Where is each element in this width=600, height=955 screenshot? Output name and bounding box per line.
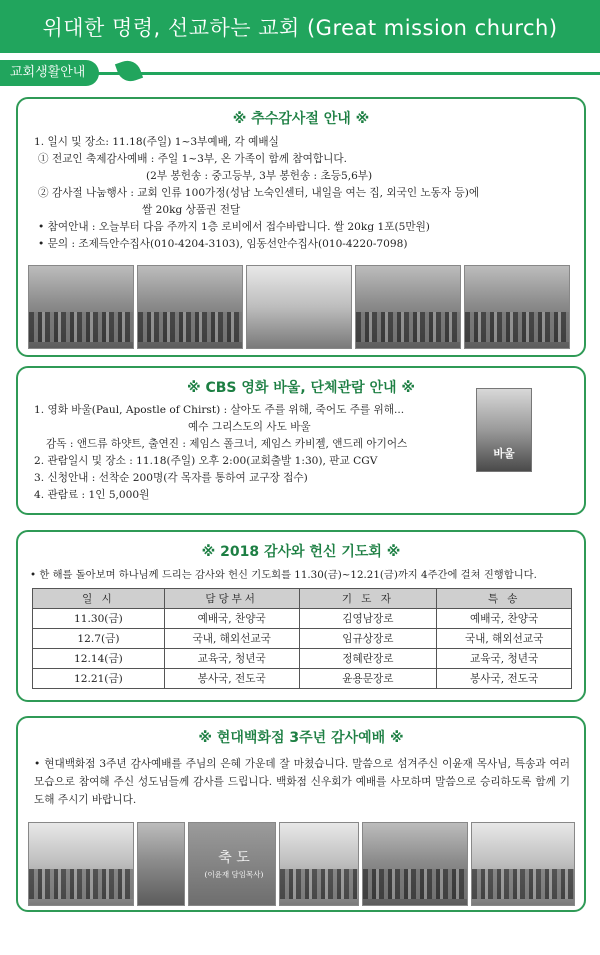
photo-group — [471, 822, 575, 906]
table-cell: 정혜란장로 — [299, 649, 437, 669]
thanksgiving-notice — [16, 97, 586, 357]
thanksgiving-line: • 참여안내 : 오늘부터 다음 주까지 1층 로비에서 접수바랍니다. 쌀 20kg 1포(5만원) — [38, 221, 430, 233]
thanksgiving-body — [18, 134, 584, 253]
photo-cellist — [137, 822, 185, 906]
table-cell: 예배국, 찬양국 — [437, 609, 572, 629]
table-cell: 예배국, 찬양국 — [164, 609, 299, 629]
thanksgiving-title: ※ 추수감사절 안내 ※ — [232, 111, 370, 127]
thanksgiving-line: ① 전교인 축제감사예배 : 주일 1~3부, 온 가족이 함께 참여합니다. — [38, 153, 347, 165]
sign-subtext: (이윤재 담임목사) — [204, 870, 264, 879]
section-tag-row — [0, 56, 600, 86]
photo-congregation — [464, 265, 570, 349]
cbs-title: ※ CBS 영화 바울, 단체관람 안내 ※ — [186, 380, 416, 396]
cbs-line: 2. 관람일시 및 장소 : 11.18(주일) 오후 2:00(교회출발 1:30), 판교 CGV — [34, 455, 378, 467]
table-cell: 봉사국, 전도국 — [164, 669, 299, 689]
column-header: 일 시 — [33, 589, 165, 609]
photo-worship-hall — [28, 822, 134, 906]
prayer-intro: • 한 해를 돌아보며 하나님께 드리는 감사와 헌신 기도회를 11.30(금)~12.21(금)까지 4주간에 걸쳐 진행합니다. — [30, 569, 537, 581]
photo-benediction-sign — [188, 822, 276, 906]
table-row — [33, 609, 572, 629]
table-row — [33, 649, 572, 669]
hyundai-worship-notice — [16, 716, 586, 912]
table-cell: 교육국, 청년국 — [164, 649, 299, 669]
table-cell: 12.7(금) — [33, 629, 165, 649]
photo-pastor — [246, 265, 352, 349]
thanksgiving-line: 쌀 20kg 상품권 전달 — [142, 204, 241, 216]
cbs-line: 1. 영화 바울(Paul, Apostle of Chirst) : 살아도 주를 위해, 죽어도 주를 위해... — [34, 404, 405, 416]
table-cell: 봉사국, 전도국 — [437, 669, 572, 689]
prayer-meeting-notice — [16, 530, 586, 702]
section-tag: 교회생활안내 — [0, 60, 99, 86]
table-cell: 임규상장로 — [299, 629, 437, 649]
thanksgiving-line: 1. 일시 및 장소: 11.18(주일) 1~3부예배, 각 예배실 — [34, 136, 279, 148]
thanksgiving-line: ② 감사절 나눔행사 : 교회 인류 100가정(성남 노숙인센터, 내일을 여는 집, 외국인 노동자 등)에 — [38, 187, 480, 199]
leaf-icon — [115, 57, 143, 85]
photo-children-stage — [355, 265, 461, 349]
table-cell: 국내, 해외선교국 — [164, 629, 299, 649]
prayer-title: ※ 2018 감사와 헌신 기도회 ※ — [201, 544, 401, 560]
hyundai-body: • 현대백화점 3주년 감사예배를 주님의 은혜 가운데 잘 마쳤습니다. 말씀으로 섬겨주신 이윤재 목사님, 특송과 여러 모습으로 참여해 주신 성도님들께 감사를 드립니다. 백화점 신우회가 예배를 사모하며 말씀으로 승리하도록 함께 기도해 주시기 바랍니다. — [34, 758, 570, 806]
cbs-line: 예수 그리스도의 사도 바울 — [188, 421, 311, 433]
table-cell: 김영남장로 — [299, 609, 437, 629]
prayer-schedule-table — [32, 588, 572, 689]
table-cell: 교육국, 청년국 — [437, 649, 572, 669]
photo-choir — [28, 265, 134, 349]
page-header — [0, 0, 600, 53]
table-cell: 윤용문장로 — [299, 669, 437, 689]
photo-audience — [279, 822, 359, 906]
table-row — [33, 669, 572, 689]
table-header-row — [33, 589, 572, 609]
column-header: 기 도 자 — [299, 589, 437, 609]
sign-text: 축 도 — [218, 850, 250, 866]
poster-title: 바울 — [493, 447, 515, 460]
cbs-line: 3. 신청안내 : 선착순 200명(각 목자를 통하여 교구장 접수) — [34, 472, 308, 484]
column-header: 특 송 — [437, 589, 572, 609]
photo-children — [137, 265, 243, 349]
cbs-movie-notice — [16, 366, 586, 515]
cbs-line: 감독 : 앤드류 하얏트, 출연진 : 제임스 폴크너, 제임스 카비젤, 앤드레 아기어스 — [46, 438, 408, 450]
table-cell: 11.30(금) — [33, 609, 165, 629]
hyundai-title: ※ 현대백화점 3주년 감사예배 ※ — [198, 730, 404, 746]
thanksgiving-photos — [28, 265, 570, 349]
hyundai-photos — [28, 822, 575, 906]
column-header: 담당부서 — [164, 589, 299, 609]
movie-poster — [476, 388, 532, 472]
cbs-line: 4. 관람료 : 1인 5,000원 — [34, 489, 150, 501]
photo-cake-cutting — [362, 822, 468, 906]
table-cell: 국내, 해외선교국 — [437, 629, 572, 649]
thanksgiving-line: (2부 봉헌송 : 중고등부, 3부 봉헌송 : 초등5,6부) — [146, 170, 373, 182]
table-row — [33, 629, 572, 649]
table-cell: 12.14(금) — [33, 649, 165, 669]
page-title: 위대한 명령, 선교하는 교회 (Great mission church) — [42, 15, 558, 40]
table-cell: 12.21(금) — [33, 669, 165, 689]
thanksgiving-line: • 문의 : 조제득안수집사(010-4204-3103), 임동선안수집사(010-4220-7098) — [38, 238, 408, 250]
